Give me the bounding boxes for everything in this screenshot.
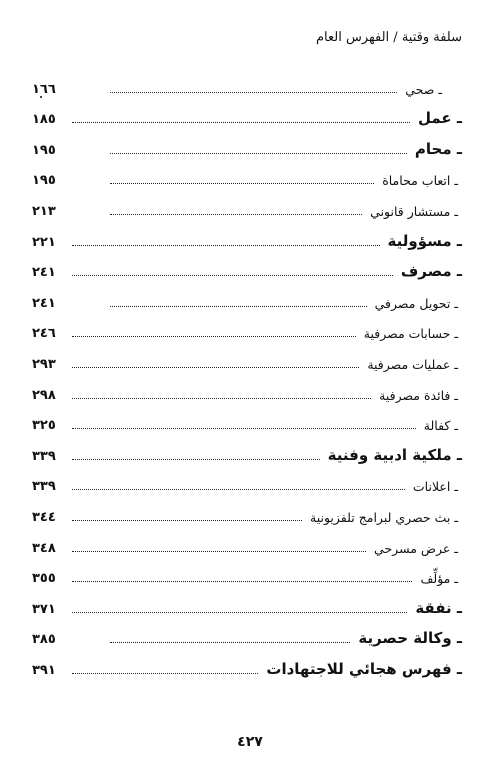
toc-entry-label: ـ محام: [414, 139, 462, 158]
toc-entry-page: ٣٩١: [32, 662, 56, 678]
toc-entry-fihris-hijai: [32, 653, 462, 684]
toc-entry-page: ٣٣٩: [32, 479, 56, 495]
toc-entry-page: ٢١٣: [32, 203, 56, 219]
toc-entry-page: ٣٤٤: [32, 509, 56, 525]
toc-entry-label: ـ حسابات مصرفية: [363, 326, 458, 342]
toc-entry-label: ـ اعلانات: [412, 479, 458, 495]
toc-entry-label: ـ فائدة مصرفية: [379, 387, 458, 403]
dot-leader: [72, 367, 359, 368]
toc-entry-page: ٣٧١: [32, 601, 56, 617]
dot-leader: [72, 551, 366, 552]
dot-leader: [110, 306, 367, 307]
toc-entry-page: ١٩٥: [32, 142, 56, 158]
dot-leader: [110, 642, 350, 643]
toc-entry-label: ـ مسؤولية: [387, 231, 462, 250]
toc-entry-tahwil-masrafi: [32, 286, 462, 317]
toc-entry-page: ٣٨٥: [32, 632, 56, 648]
toc-entry-page: ٢٢١: [32, 234, 56, 250]
toc-entry-page: ١٨٥: [32, 112, 56, 128]
toc-entry-label: ـ مستشار قانوني: [370, 203, 458, 219]
toc-entry-label: ـ كفالة: [423, 418, 458, 434]
dot-leader: [72, 398, 371, 399]
dot-leader: [72, 612, 407, 613]
toc-entry-label: ـ صحي: [405, 81, 442, 97]
toc-entry-label: ـ عرض مسرحي: [374, 540, 458, 556]
toc-entry-amaliyat-masrafiya: [32, 347, 462, 378]
toc-entry-masuliya: [32, 225, 462, 256]
dot-leader: [72, 428, 416, 429]
dot-leader: [72, 122, 410, 123]
dot-leader: [72, 336, 356, 337]
toc-entry-label: ـ بث حصري لبرامج تلفزيونية: [310, 509, 458, 525]
toc-entry-mustashar-qanuni: [32, 194, 462, 225]
toc-entry-label: ـ عمليات مصرفية: [367, 356, 458, 372]
dot-leader: [110, 153, 407, 154]
toc-entry-label: ـ مصرف: [400, 262, 462, 281]
toc-entry-sihhi: [32, 72, 462, 103]
toc-entry-page: ١٦٦: [32, 81, 56, 97]
toc-entry-kafala: [32, 409, 462, 440]
toc-entry-page: ٢٤١: [32, 295, 56, 311]
dot-leader: [72, 489, 405, 490]
table-of-contents: [32, 72, 462, 684]
toc-entry-nafaqa: [32, 592, 462, 623]
dot-leader: [110, 92, 397, 93]
toc-entry-page: ٣٢٥: [32, 418, 56, 434]
dot-leader: [72, 245, 380, 246]
toc-entry-muhami: [32, 133, 462, 164]
toc-entry-page: ١٩٥: [32, 173, 56, 189]
toc-entry-page: ٢٤٦: [32, 326, 56, 342]
toc-entry-bath-husri: [32, 500, 462, 531]
dot-leader: [72, 581, 412, 582]
dot-leader: [72, 459, 320, 460]
toc-entry-ard-masrahi: [32, 531, 462, 562]
toc-entry-masraf: [32, 256, 462, 287]
toc-entry-page: ٢٩٣: [32, 356, 56, 372]
running-header: سلفة وقتية / الفهرس العام: [316, 30, 462, 45]
toc-entry-page: ٣٥٥: [32, 571, 56, 587]
dot-leader: [110, 214, 362, 215]
dot-leader: [72, 275, 393, 276]
toc-entry-label: ـ عمل: [417, 109, 462, 128]
toc-entry-page: ٣٤٨: [32, 540, 56, 556]
dot-leader: [72, 673, 258, 674]
toc-entry-muallif: [32, 562, 462, 593]
toc-entry-wakala-husriya: [32, 623, 462, 654]
toc-entry-ilanat: [32, 470, 462, 501]
toc-entry-label: ـ اتعاب محاماة: [382, 173, 458, 189]
dot-leader: [72, 520, 302, 521]
toc-entry-page: ٢٩٨: [32, 387, 56, 403]
toc-entry-page: ٣٣٩: [32, 448, 56, 464]
dot-leader: [110, 183, 374, 184]
toc-entry-label: ـ تحويل مصرفي: [374, 295, 458, 311]
toc-entry-label: ـ نفقة: [415, 598, 462, 617]
page-number: ٤٢٧: [237, 734, 263, 750]
toc-entry-page: ٢٤١: [32, 265, 56, 281]
toc-entry-amal: [32, 103, 462, 134]
toc-entry-label: ـ فهرس هجائي للاجتهادات: [266, 659, 462, 678]
toc-entry-label: ـ وكالة حصرية: [358, 629, 462, 648]
toc-entry-label: ـ مؤلِّف: [420, 571, 458, 587]
toc-entry-label: ـ ملكية ادبية وفنية: [327, 445, 462, 464]
toc-entry-hisabat-masrafiya: [32, 317, 462, 348]
toc-entry-atab-muhamat: [32, 164, 462, 195]
toc-entry-faida-masrafiya: [32, 378, 462, 409]
toc-entry-milkiya-adabiya: [32, 439, 462, 470]
